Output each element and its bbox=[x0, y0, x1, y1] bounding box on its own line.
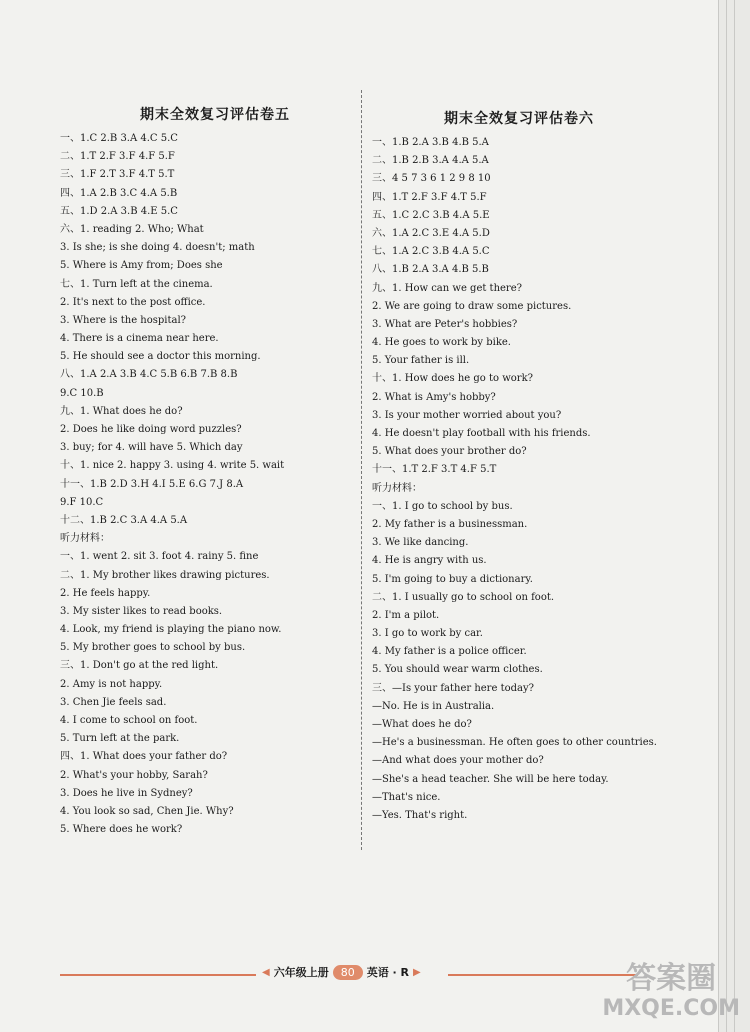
answer-line: 六、1. reading 2. Who; What bbox=[60, 223, 204, 235]
answer-line: 九、1. How can we get there? bbox=[372, 282, 522, 294]
answer-key-six bbox=[372, 96, 672, 825]
answer-line: 八、1.A 2.A 3.B 4.C 5.B 6.B 7.B 8.B bbox=[60, 369, 238, 381]
answer-line: 3. I go to work by car. bbox=[372, 628, 483, 640]
answer-line: 2. My father is a businessman. bbox=[372, 518, 528, 530]
answer-line: 4. There is a cinema near here. bbox=[60, 333, 219, 345]
footer-grade: 六年级上册 bbox=[273, 966, 329, 979]
answer-line: 5. Where is Amy from; Does she bbox=[60, 260, 223, 272]
answer-line: 十、1. nice 2. happy 3. using 4. write 5. wait bbox=[60, 460, 285, 472]
answer-line: 三、—Is your father here today? bbox=[372, 682, 534, 694]
footer-arrow-right-icon: ▶ bbox=[413, 966, 421, 978]
answer-lines-six bbox=[372, 134, 672, 825]
answer-line: 2. What's your hobby, Sarah? bbox=[60, 769, 208, 781]
answer-line: —He's a businessman. He often goes to other countries. bbox=[372, 737, 657, 749]
answer-line: 十、1. How does he go to work? bbox=[372, 373, 533, 385]
answer-lines-five bbox=[60, 130, 350, 839]
answer-line: 9.F 10.C bbox=[60, 496, 104, 508]
answer-line: 4. My father is a police officer. bbox=[372, 646, 527, 658]
column-divider bbox=[361, 90, 362, 850]
answer-line: 一、1.C 2.B 3.A 4.C 5.C bbox=[60, 133, 178, 144]
answer-line: 2. We are going to draw some pictures. bbox=[372, 300, 572, 312]
answer-line: 3. Is she; is she doing 4. doesn't; math bbox=[60, 242, 255, 254]
answer-line: 3. buy; for 4. will have 5. Which day bbox=[60, 442, 243, 454]
answer-line: 听力材料： bbox=[372, 482, 422, 494]
answer-line: 七、1.A 2.C 3.B 4.A 5.C bbox=[372, 246, 490, 258]
section-title-six: 期末全效复习评估卷六 bbox=[444, 111, 594, 127]
answer-line: 3. We like dancing. bbox=[372, 537, 469, 549]
answer-line: 2. I'm a pilot. bbox=[372, 609, 440, 621]
answer-line: 一、1. I go to school by bus. bbox=[372, 500, 513, 512]
answer-line: 八、1.B 2.A 3.A 4.B 5.B bbox=[372, 264, 489, 276]
answer-key-five bbox=[60, 96, 350, 839]
answer-line: 六、1.A 2.C 3.E 4.A 5.D bbox=[372, 227, 490, 239]
answer-line: 2. What is Amy's hobby? bbox=[372, 391, 496, 403]
answer-line: 4. He is angry with us. bbox=[372, 555, 487, 567]
watermark-url: MXQE.COM bbox=[602, 996, 740, 1021]
page-number: 80 bbox=[333, 965, 363, 980]
answer-line: 听力材料： bbox=[60, 533, 110, 545]
answer-line: 4. I come to school on foot. bbox=[60, 715, 198, 726]
answer-line: 5. I'm going to buy a dictionary. bbox=[372, 573, 533, 585]
answer-line: 4. He doesn't play football with his friends. bbox=[372, 428, 591, 439]
answer-line: 3. Does he live in Sydney? bbox=[60, 787, 193, 799]
answer-line: 一、1.B 2.A 3.B 4.B 5.A bbox=[372, 137, 489, 148]
answer-line: 五、1.C 2.C 3.B 4.A 5.E bbox=[372, 209, 490, 221]
answer-line: 4. You look so sad, Chen Jie. Why? bbox=[60, 805, 234, 817]
footer-subject: 英语 · R bbox=[366, 966, 410, 979]
answer-line: 3. Chen Jie feels sad. bbox=[60, 696, 167, 708]
answer-line: —She's a head teacher. She will be here today. bbox=[372, 773, 609, 785]
answer-line: 2. He feels happy. bbox=[60, 587, 151, 599]
answer-line: 5. Where does he work? bbox=[60, 824, 183, 836]
answer-line: 2. Amy is not happy. bbox=[60, 678, 163, 690]
answer-line: 四、1.T 2.F 3.F 4.T 5.F bbox=[372, 191, 487, 203]
page-footer bbox=[262, 964, 421, 980]
answer-line: 十一、1.T 2.F 3.T 4.F 5.T bbox=[372, 464, 497, 476]
answer-line: 4. Look, my friend is playing the piano now. bbox=[60, 624, 282, 636]
answer-line: 二、1.T 2.F 3.F 4.F 5.F bbox=[60, 151, 175, 163]
page-edge bbox=[726, 0, 727, 1032]
answer-line: 5. What does your brother do? bbox=[372, 446, 527, 458]
answer-line: 二、1. I usually go to school on foot. bbox=[372, 591, 555, 603]
watermark-text: 答案圈 bbox=[626, 961, 717, 996]
answer-line: 四、1. What does your father do? bbox=[60, 751, 228, 763]
watermark-logo bbox=[602, 961, 740, 1024]
answer-line: 5. You should wear warm clothes. bbox=[372, 664, 543, 676]
answer-line: 2. Does he like doing word puzzles? bbox=[60, 424, 242, 435]
answer-line: 4. He goes to work by bike. bbox=[372, 337, 511, 349]
answer-line: 五、1.D 2.A 3.B 4.E 5.C bbox=[60, 205, 178, 217]
answer-line: 3. Is your mother worried about you? bbox=[372, 409, 562, 421]
answer-line: 三、4 5 7 3 6 1 2 9 8 10 bbox=[372, 173, 491, 185]
answer-line: 2. It's next to the post office. bbox=[60, 296, 206, 308]
page-edge bbox=[718, 0, 719, 1032]
answer-line: —No. He is in Australia. bbox=[372, 700, 495, 712]
answer-line: 七、1. Turn left at the cinema. bbox=[60, 278, 213, 290]
answer-line: 5. Turn left at the park. bbox=[60, 733, 180, 745]
answer-line: 3. What are Peter's hobbies? bbox=[372, 318, 518, 330]
section-title-five: 期末全效复习评估卷五 bbox=[140, 107, 290, 123]
answer-line: 9.C 10.B bbox=[60, 387, 104, 399]
answer-line: 二、1.B 2.B 3.A 4.A 5.A bbox=[372, 155, 489, 167]
answer-line: 九、1. What does he do? bbox=[60, 405, 183, 417]
answer-line: 5. My brother goes to school by bus. bbox=[60, 642, 246, 654]
answer-line: —Yes. That's right. bbox=[372, 809, 468, 821]
answer-line: 3. Where is the hospital? bbox=[60, 314, 187, 326]
answer-line: —And what does your mother do? bbox=[372, 755, 544, 767]
answer-line: —What does he do? bbox=[372, 719, 472, 730]
answer-line: 5. He should see a doctor this morning. bbox=[60, 351, 261, 363]
page-edge bbox=[734, 0, 735, 1032]
footer-arrow-left-icon: ◀ bbox=[262, 966, 270, 978]
answer-line: 5. Your father is ill. bbox=[372, 355, 470, 367]
answer-line: 四、1.A 2.B 3.C 4.A 5.B bbox=[60, 187, 178, 199]
answer-line: 一、1. went 2. sit 3. foot 4. rainy 5. fine bbox=[60, 551, 259, 563]
answer-line: 十二、1.B 2.C 3.A 4.A 5.A bbox=[60, 514, 188, 526]
answer-line: 3. My sister likes to read books. bbox=[60, 605, 223, 617]
footer-rule-left bbox=[60, 974, 256, 976]
answer-line: 三、1.F 2.T 3.F 4.T 5.T bbox=[60, 169, 175, 181]
answer-line: 二、1. My brother likes drawing pictures. bbox=[60, 569, 270, 581]
answer-line: 三、1. Don't go at the red light. bbox=[60, 660, 219, 672]
answer-line: —That's nice. bbox=[372, 791, 441, 803]
answer-line: 十一、1.B 2.D 3.H 4.I 5.E 6.G 7.J 8.A bbox=[60, 478, 244, 490]
